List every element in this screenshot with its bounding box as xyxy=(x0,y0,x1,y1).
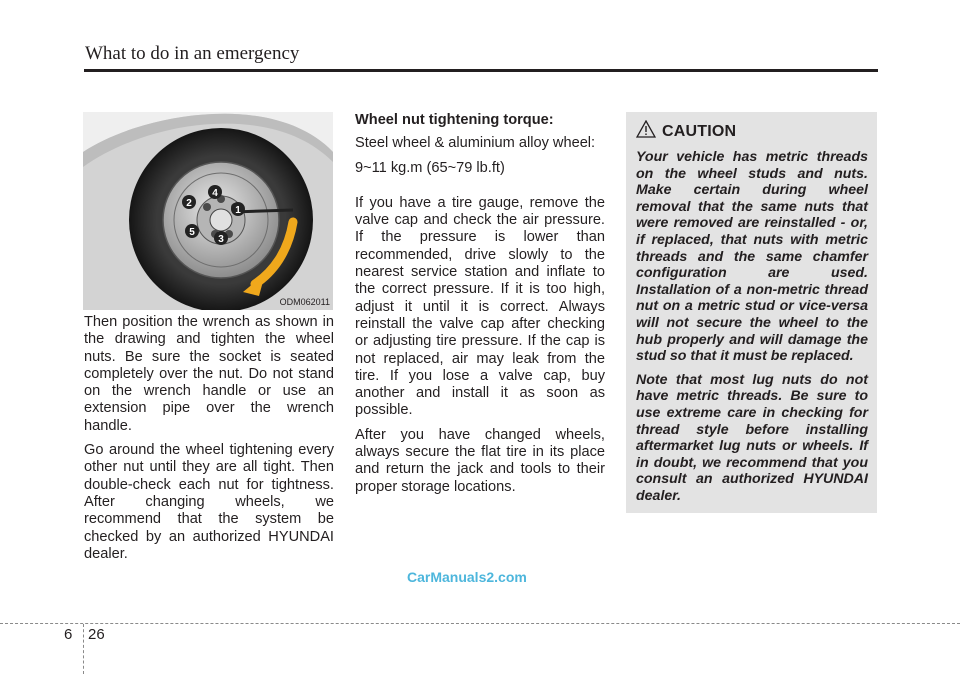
page-header-title: What to do in an emergency xyxy=(85,43,300,64)
chapter-number: 6 xyxy=(64,626,73,643)
footer-divider xyxy=(0,623,960,624)
middle-column-text xyxy=(355,112,605,503)
wheel-illustration xyxy=(83,112,333,310)
nut-label-3: 3 xyxy=(218,234,224,245)
watermark-link[interactable]: CarManuals2.com xyxy=(407,569,527,585)
paragraph: Then position the wrench as shown in the drawing and tighten the wheel nuts. Be sure the socket is seated completely over the nut. Do not stand on the wrench handle or use an extension pipe over the wrench handle. xyxy=(84,314,334,434)
torque-value: 9~11 kg.m (65~79 lb.ft) xyxy=(355,159,505,176)
warning-triangle-icon xyxy=(636,120,656,143)
page-number: 26 xyxy=(88,626,105,643)
caution-title: CAUTION xyxy=(662,122,737,140)
caution-header xyxy=(636,120,868,143)
torque-heading: Wheel nut tightening torque: xyxy=(355,112,554,128)
nut-label-5: 5 xyxy=(189,227,195,238)
nut-label-4: 4 xyxy=(212,188,218,199)
caution-paragraph: Note that most lug nuts do not have metric threads. Be sure to use extreme care in checking for thread style before installing aftermarket lug nuts or wheels. If in doubt, we recommend that you consult an authorized HYUNDAI dealer. xyxy=(636,371,868,504)
left-column-text xyxy=(84,314,334,570)
paragraph: After you have changed wheels, always secure the flat tire in its place and return the jack and tools to their proper storage locations. xyxy=(355,426,605,495)
paragraph: If you have a tire gauge, remove the valve cap and check the air pressure. If the pressure is lower than recommended, drive slowly to the nearest service station and inflate to the correct pressure. If it is too high, adjust it until it is correct. Always reinstall the valve cap after checking or adjusting tire pressure. If the cap is not replaced, air may leak from the tire. If you lose a valve cap, buy another and install it as soon as possible. xyxy=(355,194,605,419)
paragraph: Go around the wheel tightening every other nut until they are all tight. Then double-check each nut for tightness. After changing wheels, we recommend that the system be checked by an authorized HYUNDAI dealer. xyxy=(84,442,334,562)
caution-paragraph: Your vehicle has metric threads on the wheel studs and nuts. Make certain during wheel removal that the same nuts that were removed are reinstalled - or, if replaced, that nuts with metric threads and the same chamfer configuration are used. Installation of a non-metric thread nut on a metric stud or vice-versa will not secure the wheel to the hub properly and will damage the stud so that it must be replaced. xyxy=(636,149,868,365)
footer-vertical-divider xyxy=(83,624,84,674)
torque-wheel-type: Steel wheel & aluminium alloy wheel: xyxy=(355,135,596,152)
figure-code: ODM062011 xyxy=(279,297,330,307)
nut-label-1: 1 xyxy=(235,205,241,216)
wheel-drawing xyxy=(83,112,333,310)
nut-label-2: 2 xyxy=(186,198,192,209)
caution-box xyxy=(626,112,877,513)
header-rule xyxy=(84,69,878,72)
